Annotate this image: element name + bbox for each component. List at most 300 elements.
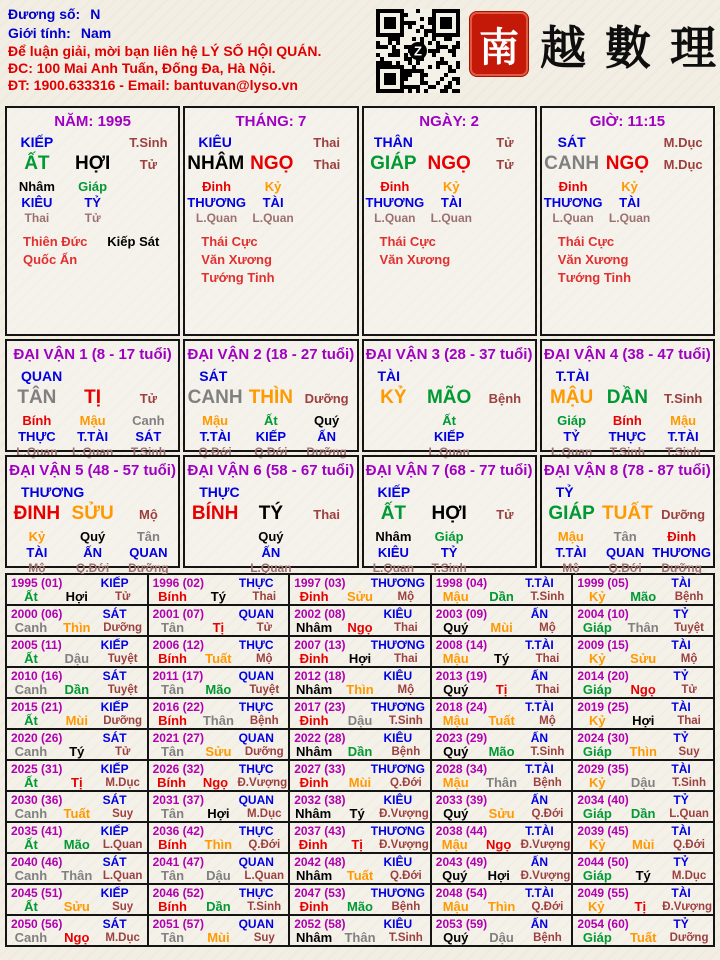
pillar-chi: NGỌ bbox=[250, 153, 294, 174]
year-label: 2052 (58) bbox=[294, 917, 346, 931]
year-cell-line2 bbox=[150, 590, 288, 604]
year-chi: Dần bbox=[489, 589, 514, 604]
hidden-stage: Mộ bbox=[562, 561, 580, 575]
year-label: 2012 (18) bbox=[294, 669, 346, 683]
year-cell-line1 bbox=[433, 886, 571, 900]
year-label: 2018 (24) bbox=[435, 700, 488, 714]
year-cell-line2 bbox=[291, 807, 429, 821]
year-cell bbox=[6, 636, 148, 667]
hidden-can: Quý bbox=[313, 413, 340, 428]
note-star: Tướng Tinh bbox=[557, 270, 632, 285]
year-stage: Tuyệt bbox=[674, 622, 704, 634]
year-chi: Dậu bbox=[347, 713, 373, 728]
owner-info bbox=[8, 5, 321, 94]
year-star: SÁT bbox=[102, 669, 127, 683]
year-star: TÀI bbox=[671, 700, 691, 714]
year-chi: Dần bbox=[630, 806, 656, 821]
year-cell bbox=[148, 853, 290, 884]
year-label: 2017 (23) bbox=[294, 700, 346, 714]
year-cell-line2 bbox=[291, 869, 429, 883]
pillar-title: GIỜ: 11:15 bbox=[589, 113, 666, 130]
year-can: Bính bbox=[158, 713, 187, 728]
year-cell bbox=[6, 884, 148, 915]
year-can: Nhâm bbox=[296, 744, 333, 759]
year-label: 2047 (53) bbox=[294, 886, 346, 900]
year-star: THỰC bbox=[238, 638, 274, 652]
dai-van-can: ẤT bbox=[380, 503, 407, 524]
year-cell-line1 bbox=[291, 576, 429, 590]
hidden-can: Đinh bbox=[202, 179, 232, 194]
year-cell-line2 bbox=[433, 807, 571, 821]
year-cell bbox=[572, 605, 714, 636]
page-header bbox=[0, 0, 720, 106]
year-cell-line2 bbox=[8, 714, 146, 728]
year-cell-line1 bbox=[291, 917, 429, 931]
dai-van-star: TÀI bbox=[377, 368, 401, 384]
dai-van-box-4 bbox=[540, 339, 715, 459]
year-star: SÁT bbox=[102, 607, 127, 621]
year-label: 2028 (34) bbox=[435, 762, 488, 776]
year-cell bbox=[431, 729, 573, 760]
year-cell bbox=[289, 853, 431, 884]
year-can: Quý bbox=[442, 868, 468, 883]
year-stage: M.Dục bbox=[246, 808, 282, 820]
note-star: Thái Cực bbox=[379, 234, 436, 249]
year-cell-line1 bbox=[433, 607, 571, 621]
dai-van-star: KIẾP bbox=[377, 484, 411, 500]
hidden-stage: T.Sinh bbox=[130, 445, 167, 459]
year-stage: M.Dục bbox=[105, 777, 140, 789]
hidden-stage: L.Quan bbox=[428, 445, 470, 459]
year-stage: L.Quan bbox=[102, 839, 143, 851]
year-cell-line2 bbox=[8, 590, 146, 604]
pillar-box-1 bbox=[5, 106, 180, 336]
year-can: Quý bbox=[443, 930, 469, 945]
year-star: TỶ bbox=[673, 917, 689, 931]
year-label: 2016 (22) bbox=[152, 700, 204, 714]
hidden-stem bbox=[421, 413, 477, 460]
year-cell-line2 bbox=[150, 931, 288, 945]
hidden-stage: Mộ bbox=[28, 561, 46, 575]
year-cell-line2 bbox=[8, 869, 146, 883]
hidden-stems-row bbox=[366, 179, 533, 226]
hidden-can: Kỷ bbox=[28, 529, 46, 544]
note-star: Văn Xương bbox=[201, 252, 272, 267]
year-label: 2011 (17) bbox=[152, 669, 204, 683]
year-label: 2054 (60) bbox=[577, 917, 629, 931]
year-cell-line1 bbox=[574, 824, 712, 838]
hidden-star: TÀI bbox=[440, 195, 462, 210]
year-can: Đinh bbox=[299, 775, 329, 790]
year-cell-line1 bbox=[291, 793, 429, 807]
pillar-notes bbox=[544, 233, 711, 287]
year-stage: Q.Đới bbox=[531, 808, 564, 820]
pillar-can: CANH bbox=[544, 153, 600, 174]
hidden-stage: L.Quan bbox=[16, 445, 58, 459]
year-cell-line1 bbox=[8, 917, 146, 931]
hidden-star: SÁT bbox=[135, 429, 162, 444]
year-star: TÀI bbox=[671, 824, 691, 838]
year-star: TỶ bbox=[673, 793, 689, 807]
year-star: QUAN bbox=[238, 731, 274, 745]
hidden-stage: T.Sinh bbox=[431, 561, 467, 575]
hidden-stem bbox=[655, 413, 711, 460]
brand-character: 數 bbox=[605, 21, 651, 75]
year-cell bbox=[431, 760, 573, 791]
year-label: 2027 (33) bbox=[294, 762, 346, 776]
year-stage: Thai bbox=[394, 622, 418, 634]
year-cell bbox=[289, 605, 431, 636]
year-cell-line2 bbox=[574, 776, 712, 790]
brand-character: 越 bbox=[540, 21, 586, 75]
note-row bbox=[558, 251, 711, 269]
year-star: THỰC bbox=[238, 824, 274, 838]
dai-van-star: TỶ bbox=[555, 484, 574, 500]
year-label: 2048 (54) bbox=[435, 886, 488, 900]
hidden-stem bbox=[187, 413, 243, 460]
hidden-stem bbox=[121, 529, 177, 576]
pillar-main-row bbox=[9, 153, 176, 175]
year-cell-line1 bbox=[574, 917, 712, 931]
hidden-can: Bính bbox=[22, 413, 52, 428]
year-cell bbox=[431, 605, 573, 636]
hidden-stem bbox=[9, 413, 65, 460]
year-stage: Đ.Vượng bbox=[520, 839, 571, 851]
hidden-can: Mậu bbox=[202, 413, 229, 428]
year-cell-line2 bbox=[8, 683, 146, 697]
year-can: Kỷ bbox=[589, 589, 606, 604]
year-label: 2014 (20) bbox=[577, 669, 629, 683]
year-star: THƯƠNG bbox=[370, 762, 425, 776]
year-chi: Tị bbox=[634, 899, 647, 914]
year-star: TÀI bbox=[671, 576, 691, 590]
gender-label: Giới tính: bbox=[8, 25, 71, 41]
year-can: Canh bbox=[14, 806, 48, 821]
year-cell bbox=[148, 884, 290, 915]
year-stage: Suy bbox=[112, 808, 134, 820]
year-label: 1997 (03) bbox=[294, 576, 346, 590]
year-cell-line2 bbox=[433, 683, 571, 697]
year-stage: T.Sinh bbox=[388, 932, 423, 944]
hidden-can: Tân bbox=[613, 529, 637, 544]
year-cell bbox=[148, 915, 290, 946]
year-chi: Sửu bbox=[346, 589, 373, 604]
contact-line-1: Để luận giải, mời bạn liên hệ LÝ SỐ HỘI QUÁN. bbox=[8, 43, 322, 59]
year-star: THƯƠNG bbox=[370, 638, 425, 652]
year-cell-line2 bbox=[150, 683, 288, 697]
note-row bbox=[201, 251, 354, 269]
year-stage: Tuyệt bbox=[249, 684, 280, 696]
year-cell-line2 bbox=[8, 931, 146, 945]
year-cell bbox=[572, 884, 714, 915]
year-label: 1998 (04) bbox=[435, 576, 488, 590]
year-chi: Ngọ bbox=[486, 837, 512, 852]
year-stage: Q.Đới bbox=[389, 777, 422, 789]
year-chi: Ngọ bbox=[64, 930, 90, 945]
year-label: 2001 (07) bbox=[152, 607, 204, 621]
dai-van-star: SÁT bbox=[199, 368, 228, 384]
dai-van-box-7 bbox=[362, 455, 537, 575]
pillar-main-row bbox=[187, 153, 354, 175]
year-cell-line2 bbox=[150, 838, 288, 852]
dai-van-title: ĐẠI VẬN 6 (58 - 67 tuổi) bbox=[187, 462, 355, 479]
year-can: Bính bbox=[158, 589, 187, 604]
hidden-stage: L.Quan bbox=[550, 445, 593, 459]
pillar-can: GIÁP bbox=[370, 153, 417, 174]
pillar-star-stage: Thai bbox=[313, 134, 340, 150]
year-stage: Thai bbox=[394, 653, 418, 665]
pillar-star: THÂN bbox=[373, 134, 413, 150]
year-chi: Mùi bbox=[207, 930, 230, 945]
year-cell-line2 bbox=[8, 745, 146, 759]
hidden-stem bbox=[187, 179, 246, 226]
year-label: 2024 (30) bbox=[577, 731, 629, 745]
hidden-star: ẤN bbox=[317, 429, 337, 444]
hidden-stem bbox=[600, 413, 656, 460]
year-chi: Thân bbox=[627, 620, 659, 635]
hidden-stem bbox=[421, 529, 477, 576]
pillar-title: NĂM: 1995 bbox=[54, 113, 131, 130]
year-cell-line1 bbox=[291, 638, 429, 652]
year-cell-line2 bbox=[150, 714, 288, 728]
year-star: ẤN bbox=[530, 669, 549, 683]
pillar-star-row bbox=[544, 134, 711, 150]
person-label: Đương số: bbox=[8, 6, 81, 22]
year-cell bbox=[6, 760, 148, 791]
year-can: Nhâm bbox=[296, 868, 333, 883]
year-cell bbox=[148, 729, 290, 760]
pillar-star-stage: T.Sinh bbox=[129, 134, 168, 150]
year-cell bbox=[148, 791, 290, 822]
year-chi: Mùi bbox=[65, 713, 88, 728]
pillar-stage: Tử bbox=[139, 156, 158, 172]
year-can: Canh bbox=[14, 620, 48, 635]
hidden-stage: Q.Đới bbox=[608, 561, 642, 575]
dai-van-chi: TUẤT bbox=[602, 503, 653, 524]
year-stage: Thai bbox=[252, 591, 277, 603]
year-chi: Hợi bbox=[487, 868, 510, 883]
year-label: 2034 (40) bbox=[577, 793, 629, 807]
year-can: Đinh bbox=[299, 899, 329, 914]
year-cell-line1 bbox=[291, 886, 429, 900]
year-label: 2006 (12) bbox=[152, 638, 204, 652]
pillar-stage: Thai bbox=[313, 156, 341, 172]
year-cell-line1 bbox=[433, 793, 571, 807]
year-cell-line1 bbox=[150, 638, 288, 652]
pillar-chi: NGỌ bbox=[427, 153, 471, 174]
year-cell-line1 bbox=[8, 762, 146, 776]
year-cell-line2 bbox=[150, 900, 288, 914]
pillar-star-row bbox=[187, 134, 354, 150]
pillar-star-row bbox=[366, 134, 533, 150]
qr-code-icon bbox=[376, 9, 460, 93]
gender-value: Nam bbox=[80, 25, 112, 41]
hidden-stage: Q.Đới bbox=[254, 445, 288, 459]
hidden-star: THƯƠNG bbox=[365, 195, 425, 210]
dai-van-main-row bbox=[9, 503, 176, 525]
year-can: Canh bbox=[14, 930, 48, 945]
dai-van-title: ĐẠI VẬN 1 (8 - 17 tuổi) bbox=[13, 346, 172, 363]
year-label: 2035 (41) bbox=[11, 824, 63, 838]
year-can: Mậu bbox=[441, 837, 468, 852]
year-cell bbox=[572, 636, 714, 667]
hidden-stems-row bbox=[544, 413, 711, 460]
year-cell-line1 bbox=[574, 886, 712, 900]
hidden-stems-row bbox=[544, 179, 711, 226]
year-label: 2031 (37) bbox=[152, 793, 204, 807]
year-chi: Hợi bbox=[207, 806, 230, 821]
hidden-stem bbox=[243, 529, 299, 576]
year-can: Tân bbox=[160, 620, 185, 635]
year-cell bbox=[289, 915, 431, 946]
year-chi: Tị bbox=[495, 682, 508, 697]
hidden-star: TỶ bbox=[84, 195, 101, 210]
year-stage: T.Sinh bbox=[530, 591, 565, 603]
year-cell-line2 bbox=[291, 714, 429, 728]
year-can: Ất bbox=[24, 899, 38, 914]
year-cell-line1 bbox=[574, 700, 712, 714]
dai-van-can: BÍNH bbox=[191, 503, 239, 524]
year-star: TỶ bbox=[673, 607, 689, 621]
year-star: TỶ bbox=[673, 669, 689, 683]
year-cell-line2 bbox=[8, 652, 146, 666]
year-cell bbox=[6, 791, 148, 822]
year-cell-line2 bbox=[433, 838, 571, 852]
year-can: Ất bbox=[24, 775, 38, 790]
year-star: THƯƠNG bbox=[370, 700, 425, 714]
note-star: Văn Xương bbox=[379, 252, 451, 267]
year-can: Đinh bbox=[298, 837, 328, 852]
year-cell bbox=[431, 822, 573, 853]
year-can: Quý bbox=[443, 682, 469, 697]
year-stage: L.Quan bbox=[102, 870, 143, 882]
pillar-can: ẤT bbox=[24, 153, 50, 174]
year-stage: Suy bbox=[112, 901, 134, 913]
year-cell-line2 bbox=[291, 621, 429, 635]
year-label: 2036 (42) bbox=[152, 824, 204, 838]
dai-van-chi: MÃO bbox=[426, 387, 472, 408]
dai-van-chi: TÝ bbox=[258, 503, 284, 524]
year-can: Đinh bbox=[299, 651, 329, 666]
year-cell bbox=[289, 667, 431, 698]
hidden-stem bbox=[544, 413, 600, 460]
hidden-stage: L.Quan bbox=[430, 211, 472, 225]
hidden-stem bbox=[246, 179, 300, 226]
hidden-can: Kỷ bbox=[264, 179, 282, 194]
dai-van-star: THƯƠNG bbox=[21, 484, 85, 500]
dai-van-can: MẬU bbox=[549, 387, 594, 408]
pillar-star-stage: Tử bbox=[496, 134, 514, 150]
hidden-stem bbox=[121, 413, 177, 460]
year-star: KIẾP bbox=[100, 700, 129, 714]
year-cell-line1 bbox=[8, 731, 146, 745]
year-label: 2015 (21) bbox=[11, 700, 63, 714]
year-chi: Dần bbox=[64, 682, 90, 697]
hidden-stem bbox=[424, 179, 478, 226]
dai-van-chi: TỊ bbox=[84, 387, 102, 408]
year-star: THƯƠNG bbox=[370, 886, 425, 900]
year-label: 2020 (26) bbox=[11, 731, 63, 745]
year-cell bbox=[148, 822, 290, 853]
year-label: 2039 (45) bbox=[577, 824, 629, 838]
year-chi: Dậu bbox=[630, 775, 656, 790]
hidden-stage: Thai bbox=[24, 211, 50, 225]
year-cell bbox=[431, 667, 573, 698]
year-chi: Tị bbox=[212, 620, 225, 635]
year-can: Kỷ bbox=[589, 651, 606, 666]
note-row bbox=[380, 251, 533, 269]
hidden-can: Đinh bbox=[380, 179, 410, 194]
year-cell-line1 bbox=[574, 669, 712, 683]
year-chi: Tuất bbox=[629, 930, 657, 945]
year-stage: Tử bbox=[114, 591, 131, 603]
year-stage: Bệnh bbox=[533, 777, 562, 789]
hidden-stems-row bbox=[187, 413, 354, 460]
year-chi: Tý bbox=[494, 651, 510, 666]
hidden-stem bbox=[243, 413, 299, 460]
pillar-notes bbox=[187, 233, 354, 287]
hidden-star: T.TÀI bbox=[555, 545, 587, 560]
dai-van-title: ĐẠI VẬN 7 (68 - 77 tuổi) bbox=[365, 462, 533, 479]
hidden-can: Ất bbox=[442, 413, 456, 428]
year-chi: Mão bbox=[630, 589, 657, 604]
note-row bbox=[23, 233, 176, 251]
year-cell-line1 bbox=[8, 700, 146, 714]
dai-van-chi: DẦN bbox=[606, 387, 648, 408]
year-label: 2019 (25) bbox=[577, 700, 629, 714]
year-label: 2044 (50) bbox=[577, 855, 629, 869]
year-cell bbox=[6, 915, 148, 946]
year-cell-line1 bbox=[291, 855, 429, 869]
year-star: KIÊU bbox=[383, 607, 413, 621]
year-label: 2022 (28) bbox=[294, 731, 346, 745]
hidden-stem bbox=[544, 529, 598, 576]
year-cell-line2 bbox=[433, 869, 571, 883]
year-label: 2007 (13) bbox=[294, 638, 346, 652]
hidden-can: Mậu bbox=[670, 413, 697, 428]
note-star: Kiếp Sát bbox=[107, 234, 160, 249]
year-label: 2032 (38) bbox=[294, 793, 346, 807]
year-label: 2029 (35) bbox=[577, 762, 629, 776]
year-stage: Đ.Vượng bbox=[379, 808, 429, 820]
year-chi: Ngọ bbox=[202, 775, 229, 790]
year-cell-line1 bbox=[8, 793, 146, 807]
year-cell-line2 bbox=[574, 590, 712, 604]
hidden-stage: L.Quan bbox=[374, 211, 416, 225]
year-cell-line1 bbox=[291, 824, 429, 838]
year-star: SÁT bbox=[102, 855, 127, 869]
year-cell-line2 bbox=[8, 838, 146, 852]
note-star: Thái Cực bbox=[201, 234, 258, 249]
hidden-star: TỶ bbox=[440, 545, 458, 560]
year-star: T.TÀI bbox=[525, 824, 554, 838]
hidden-can: Canh bbox=[132, 413, 165, 428]
year-stage: Bệnh bbox=[533, 932, 562, 944]
year-label: 2033 (39) bbox=[435, 793, 488, 807]
dai-van-stage: Thai bbox=[313, 506, 340, 522]
year-chi: Thân bbox=[202, 713, 234, 728]
year-star: KIÊU bbox=[383, 793, 413, 807]
year-cell-line2 bbox=[574, 621, 712, 635]
year-chi: Mùi bbox=[631, 837, 655, 852]
year-stage: Đ.Vượng bbox=[520, 870, 571, 882]
year-stage: Đ.Vượng bbox=[237, 777, 288, 789]
year-stage: Mộ bbox=[397, 684, 415, 696]
year-can: Giáp bbox=[582, 930, 612, 945]
hidden-can: Mậu bbox=[79, 413, 106, 428]
year-stage: Tử bbox=[114, 746, 131, 758]
note-star: Tướng Tinh bbox=[201, 270, 275, 285]
